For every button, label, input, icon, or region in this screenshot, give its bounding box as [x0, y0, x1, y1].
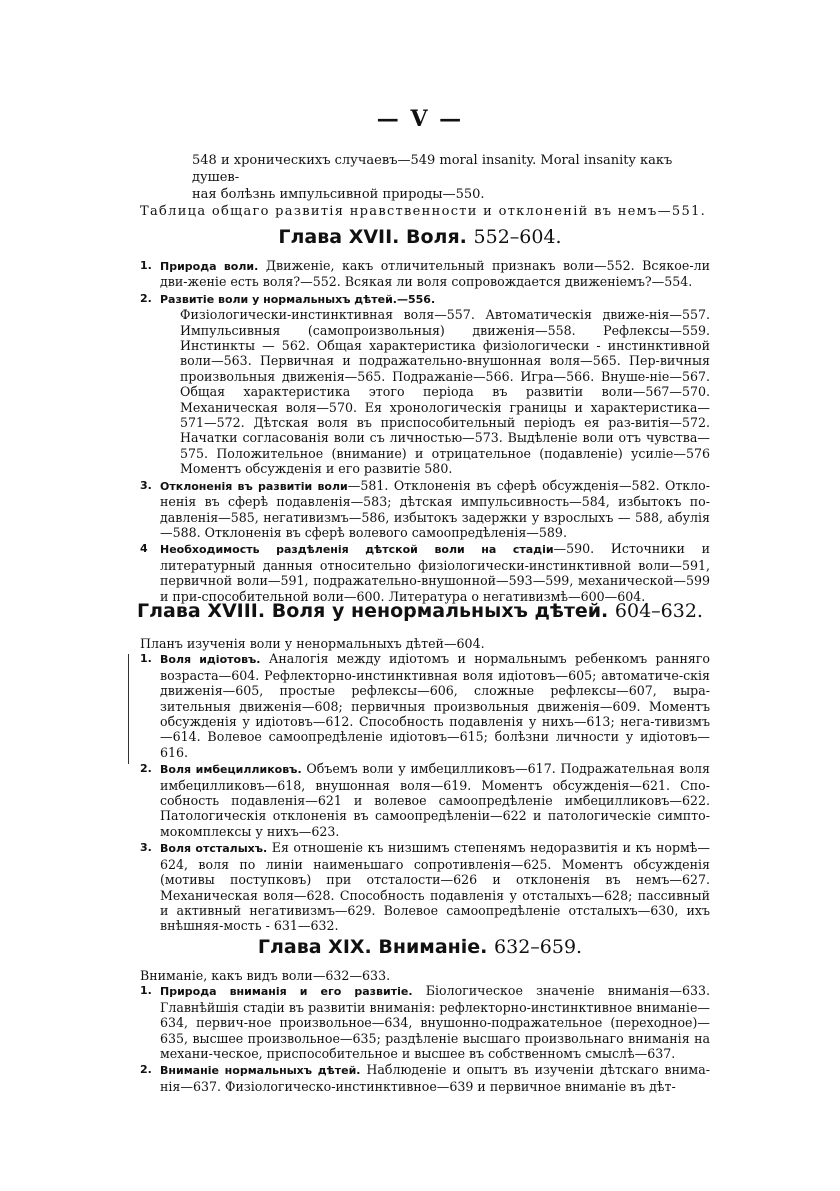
chapter-heading-xvii — [0, 226, 840, 248]
chapter-xix-items — [140, 968, 710, 1095]
item-text: Движеніе, какъ отличительный признакъ воли—552. Всякое-ли дви-женіе есть воля?—552. Всякая ли воля сопровождается движеніемъ?—554. — [160, 258, 710, 290]
item-heading: Вниманіе нормальныхъ дѣтей. — [160, 1064, 361, 1078]
page-number: — V — — [376, 106, 464, 132]
toc-item — [140, 651, 710, 760]
item-number: 3. — [140, 841, 152, 855]
item-number: 2. — [140, 291, 152, 305]
intro-line: ная болѣзнь импульсивной природы—550. — [192, 187, 485, 202]
item-number: 4 — [140, 542, 148, 556]
item-text: Біологическое значеніе вниманія—633. Главнѣйшія стадіи въ развитіи вниманія: рефлекторно-инстинктивное вниманіе—634, первич-ное произвольное—634, внушонно-подражательное (переходное)—635, высшее произвольное—635; раздѣленіе высшаго произвольнаго вниманія на механи-ческое, приспособительное и высшее въ собственномъ смыслѣ—637. — [160, 983, 710, 1062]
intro-table-line: Таблица общаго развитія нравственности и отклоненій въ немъ—551. — [140, 204, 707, 219]
toc-item — [140, 761, 710, 839]
toc-item — [140, 291, 710, 477]
item-number: 1. — [140, 984, 152, 998]
intro-line: 548 и хроническихъ случаевъ—549 moral insanity. Moral insanity какъ душев- — [192, 153, 673, 185]
intro-text — [140, 152, 710, 220]
item-text: —581. Отклоненія въ сферѣ обсужденія—582. Откло-ненія въ сферѣ подавленія—583; дѣтская импульсивность—584, избытокъ по-давленія—585, негативизмъ—586, избытокъ задержки у взрослыхъ — 588, абулія—588. Отклоненія въ сферѣ волевого самоопредѣленія—589. — [160, 477, 710, 540]
item-heading: Воля отсталыхъ. — [160, 842, 268, 856]
item-heading: Природа вниманія и его развитіе. — [160, 985, 413, 999]
chapter-title: Глава XVIII. Воля у ненормальныхъ дѣтей. — [137, 600, 609, 622]
chapter-lead: Планъ изученія воли у ненормальныхъ дѣтей—604. — [140, 636, 485, 651]
margin-bracket — [128, 654, 135, 764]
chapter-heading-xix — [0, 936, 840, 958]
item-text: Объемъ воли у имбецилликовъ—617. Подражательная воля имбецилликовъ—618, внушонная воля—619. Моментъ обсужденія—621. Спо-собность подавленія—621 и волевое самоопредѣленіе имбецилликовъ—622. Патологическія отклоненія въ самоопредѣленіи—622 и патологическіе симпто-мокомплексы у нихъ—623. — [160, 761, 710, 839]
item-heading: Воля идіотовъ. — [160, 653, 261, 667]
item-heading: Развитіе воли у нормальныхъ дѣтей.—556. — [160, 292, 436, 306]
item-heading: Необходимость раздѣленія дѣтской воли на стадіи — [160, 543, 554, 557]
toc-item — [140, 258, 710, 290]
toc-item — [140, 541, 710, 604]
item-text: Ея отношеніе къ низшимъ степенямъ недоразвитія и къ нормѣ—624, воля по линіи наименьшаго сопротивленія—625. Моментъ обсужденія (мотивы поступковъ) при отсталости—626 и отклоненія въ немъ—627. Механическая воля—628. Способность подавленія у отсталыхъ—628; пассивный и активный негативизмъ—629. Волевое самоопредѣленіе отсталыхъ—630, ихъ внѣшняя-мость - 631—632. — [160, 840, 710, 934]
item-number: 1. — [140, 259, 152, 272]
chapter-xviii-items — [140, 636, 710, 935]
toc-item — [140, 840, 710, 933]
chapter-pages: 552–604. — [473, 226, 562, 248]
toc-item — [140, 983, 710, 1061]
item-number: 1. — [140, 652, 152, 666]
item-text: Физіологически-инстинктивная воля—557. Автоматическія движе-нія—557. Импульсивныя (самопроизвольныя) движенія—558. Рефлексы—559. Инстинкты — 562. Общая характеристика физіологически - инстинктивной воли—563. Первичная и подражательно-внушонная воля—565. Пер-вичныя произвольныя движенія—565. Подражаніе—566. Игра—566. Внуше-ніе—567. Общая характеристика этого періода въ развитіи воли—567—570. Механическая воля—570. Ея хронологическія границы и характеристика—571—572. Дѣтская воля въ приспособительный періодъ ея раз-витія—572. Начатки согласованія воли съ личностью—573. Выдѣленіе воли отъ чувства—575. Положительное (внимание) и отрицательное (подавленіе) усиліе—576 Моментъ обсужденія и его развитіе 580. — [180, 307, 710, 477]
toc-item — [140, 478, 710, 541]
toc-item — [140, 1062, 710, 1094]
item-number: 2. — [140, 762, 152, 776]
chapter-title: Глава XVII. Воля. — [278, 226, 467, 248]
item-text: Наблюденіе и опытъ въ изученіи дѣтскаго внима-нія—637. Физіологическо-инстинктивное—639 и первичное вниманіе въ дѣт- — [160, 1062, 710, 1094]
item-heading: Воля имбецилликовъ. — [160, 763, 302, 777]
chapter-pages: 604–632. — [614, 600, 703, 622]
chapter-title: Глава XIX. Вниманіе. — [257, 936, 488, 958]
item-number: 3. — [140, 478, 152, 492]
chapter-pages: 632–659. — [494, 936, 583, 958]
item-heading: Природа воли. — [160, 260, 259, 273]
item-text: Аналогія между идіотомъ и нормальнымъ ребенкомъ ранняго возраста—604. Рефлекторно-инстинктивная воля идіотовъ—605; автоматиче-скія движенія—605, простые рефлексы—606, сложные рефлексы—607, выра-зительныя движенія—608; первичныя произвольныя движенія—609. Моментъ обсужденія у идіотовъ—612. Способность подавленія у нихъ—613; нега-тивизмъ—614. Волевое самоопредѣленіе идіотовъ—615; болѣзни личности у идіотовъ—616. — [160, 651, 710, 760]
item-text: —590. Источники и литературный данныя относительно физіологически-инстинктивной воли—591, первичной воли—591, подражательно-внушонной—593—599, механической—599 и при-способительной воли—600. Литература о негативизмѣ—600—604. — [160, 541, 711, 604]
chapter-lead: Вниманіе, какъ видъ воли—632—633. — [140, 968, 391, 983]
item-heading: Отклоненія въ развитіи воли — [160, 479, 348, 493]
chapter-heading-xviii — [0, 600, 840, 622]
item-number: 2. — [140, 1063, 152, 1077]
chapter-xvii-items — [140, 258, 710, 605]
